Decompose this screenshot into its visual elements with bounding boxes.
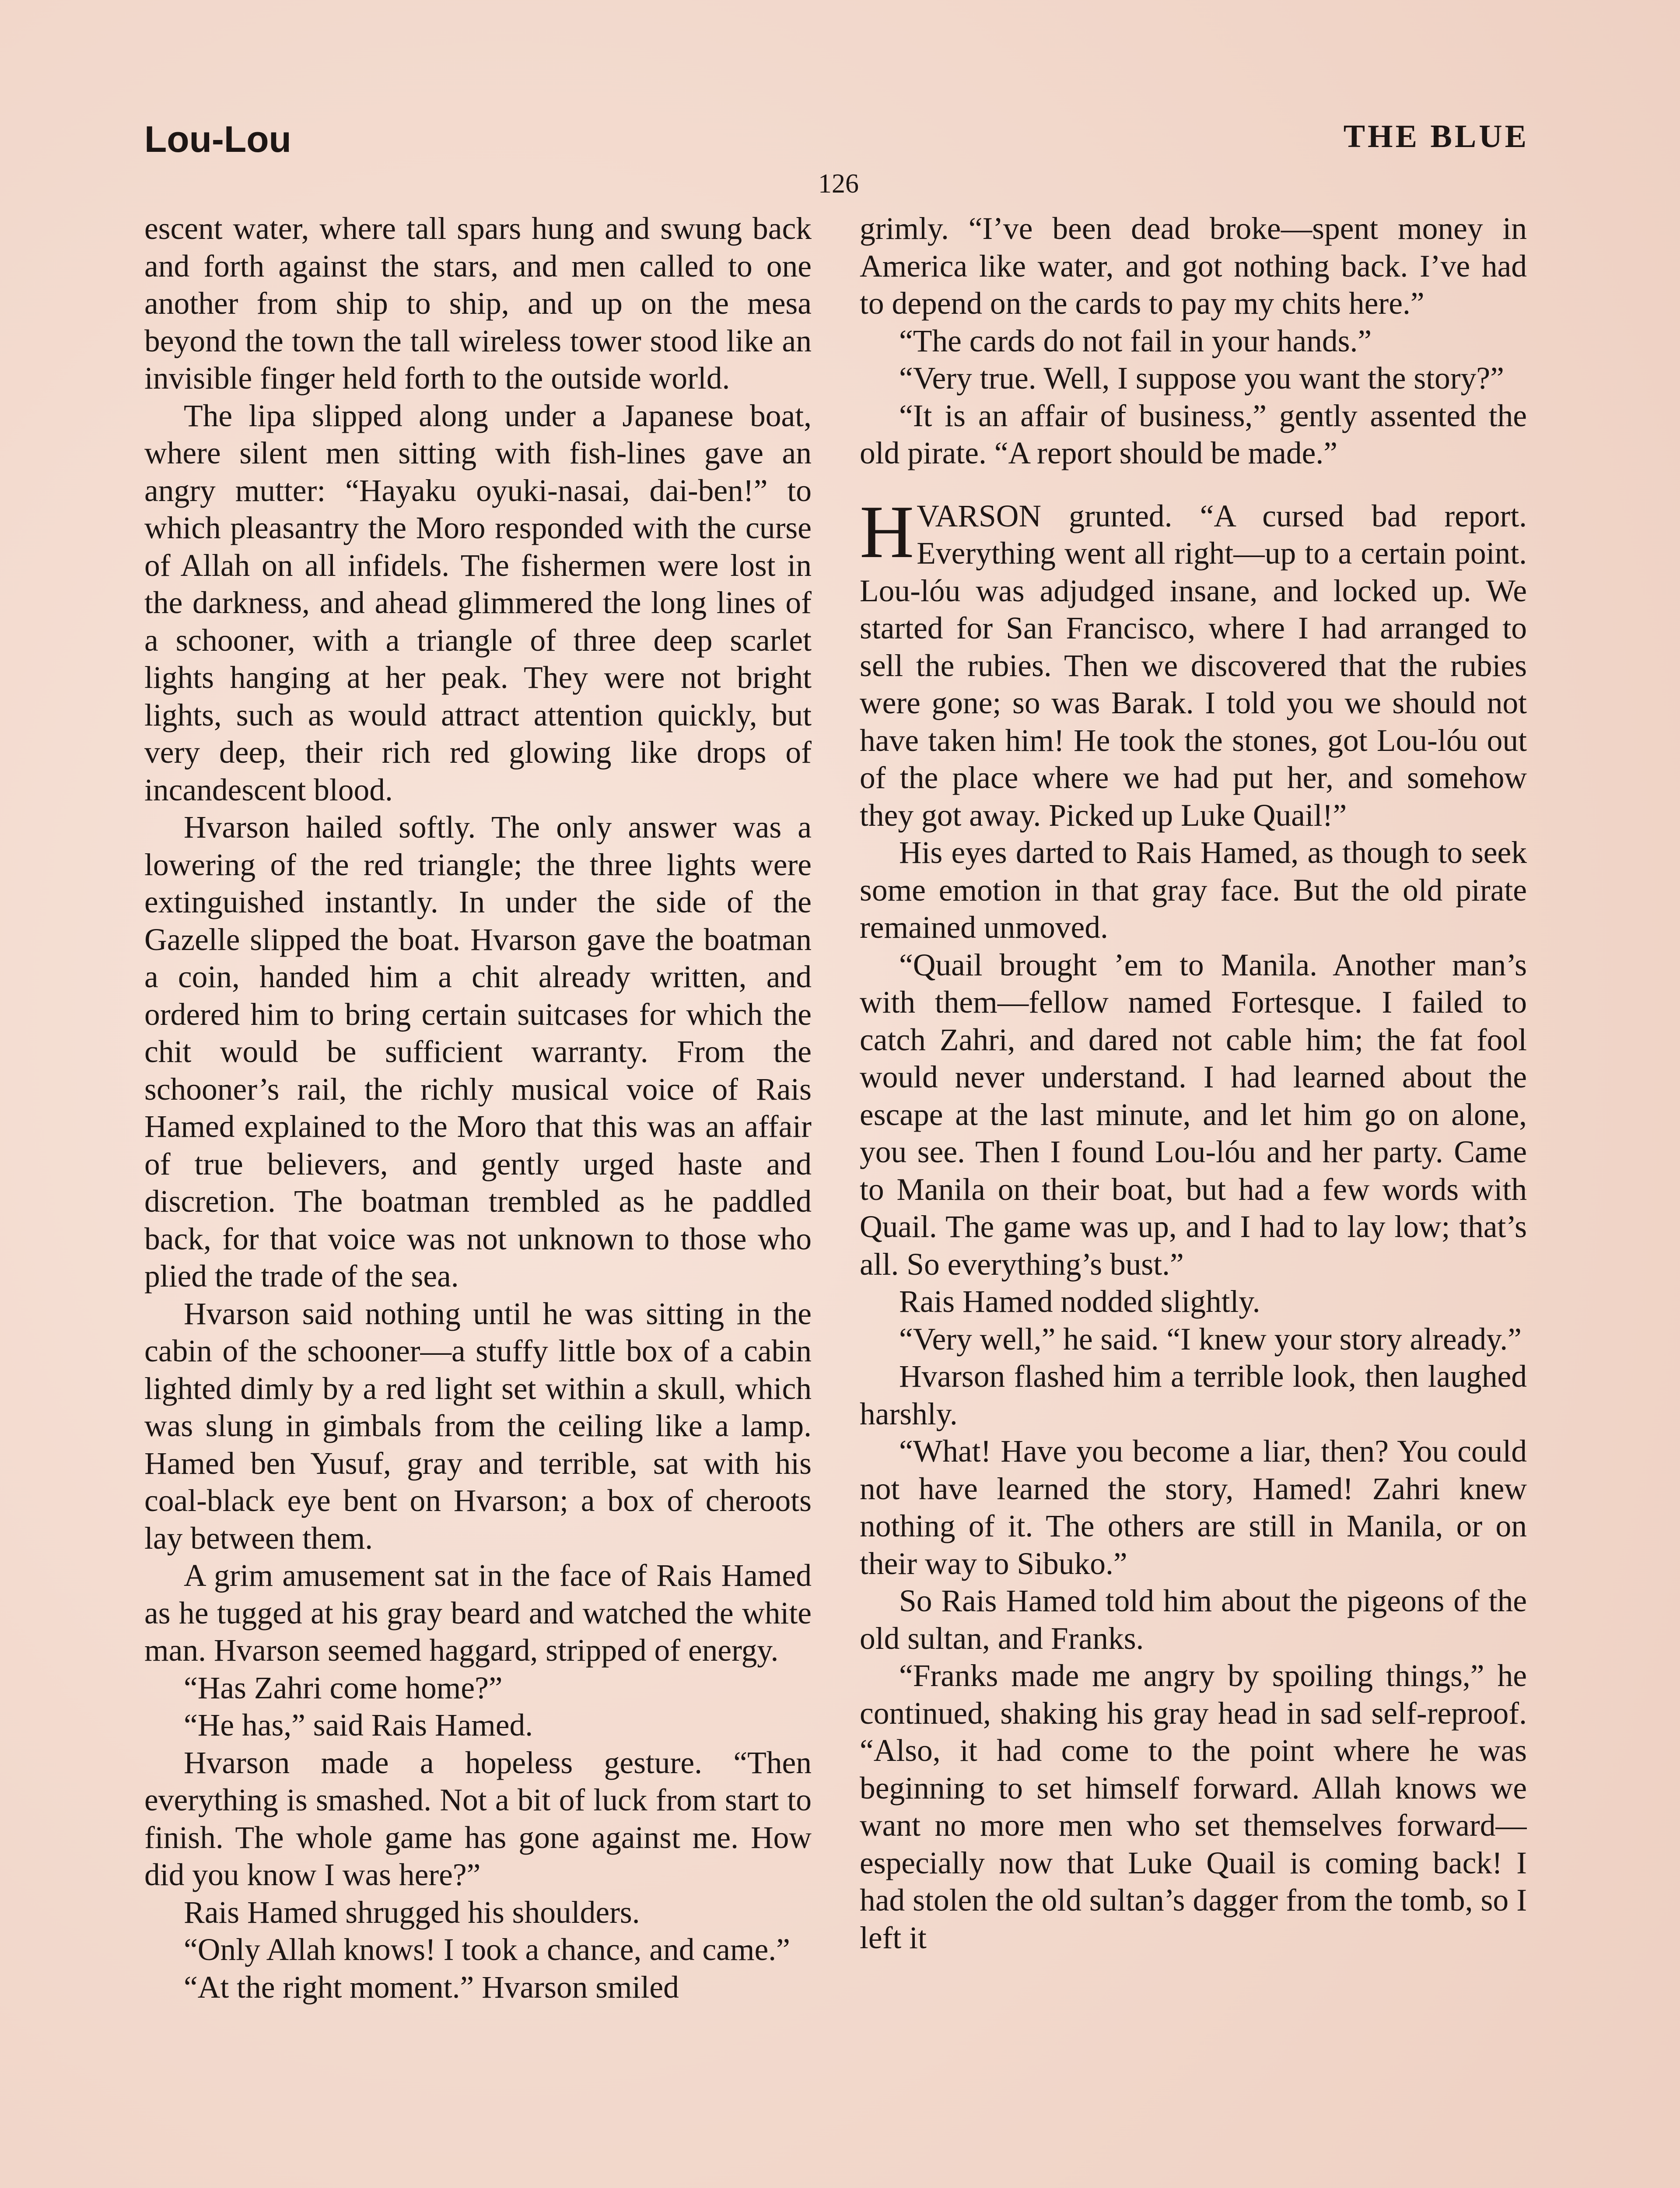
paragraph: “The cards do not fail in your hands.” — [899, 323, 1372, 358]
running-title: Lou-Lou — [144, 119, 291, 160]
paragraph: “At the right moment.” Hvarson smiled — [184, 1970, 679, 2005]
paragraph: “Very true. Well, I suppose you want the story?” — [899, 361, 1504, 396]
paragraph: Hvarson flashed him a terrible look, then laughed harshly. — [860, 1359, 1527, 1431]
paragraph-text: VARSON grunted. “A cursed bad report. Everything went all right—up to a certain point. Lou-lóu was adjudged insane, and locked up. We started for San Francisco, where I had arranged to sell the rubies. Then we discovered that the rubies were gone; so was Barak. I told you we should not have taken him! He took the stones, got Lou-lóu out of the place where we had put her, and somehow they got away. Picked up Luke Quail!” — [860, 498, 1527, 833]
left-column — [144, 210, 812, 2188]
right-column — [860, 210, 1527, 2188]
drop-cap: H — [860, 490, 914, 574]
paragraph: “It is an affair of business,” gently assented the old pirate. “A report should be made.” — [860, 398, 1527, 470]
paragraph: The lipa slipped along under a Japanese boat, where silent men sitting with fish-lines gave an angry mutter: “Hayaku oyuki-nasai, dai-ben!” to which pleasantry the Moro responded with the curse of Allah on all infidels. The fishermen were lost in the darkness, and ahead glimmered the long lines of a schooner, with a triangle of three deep scarlet lights hanging at her peak. They were not bright lights, such as would attract attention quickly, but very deep, their rich red glowing like drops of incandescent blood. — [144, 398, 812, 807]
paragraph: Rais Hamed shrugged his shoulders. — [184, 1895, 640, 1930]
paragraph: escent water, where tall spars hung and swung back and forth against the stars, and men called to one another from ship to ship, and up on the mesa beyond the town the tall wireless tower stood like an invisible finger held forth to the outside world. — [144, 211, 812, 396]
paragraph: His eyes darted to Rais Hamed, as though to seek some emotion in that gray face. But the old pirate remained unmoved. — [860, 835, 1527, 945]
paragraph: “Very well,” he said. “I knew your story already.” — [899, 1322, 1522, 1357]
paragraph: A grim amusement sat in the face of Rais Hamed as he tugged at his gray beard and watched the white man. Hvarson seemed haggard, stripped of energy. — [144, 1558, 812, 1668]
paragraph: “Franks made me angry by spoiling things,” he continued, shaking his gray head in sad self-reproof. “Also, it had come to the point where he was beginning to set himself forward. Allah knows we want no more men who set themselves forward—especially now that Luke Quail is coming back! I had stolen the old sultan’s dagger from the tomb, so I left it — [860, 1659, 1527, 1955]
paragraph: “He has,” said Rais Hamed. — [184, 1708, 533, 1743]
paragraph: grimly. “I’ve been dead broke—spent money in America like water, and got nothing back. I’ve had to depend on the cards to pay my chits here.” — [860, 211, 1527, 321]
paragraph: Hvarson made a hopeless gesture. “Then everything is smashed. Not a bit of luck from start to finish. The whole game has gone against me. How did you know I was here?” — [144, 1745, 812, 1892]
paragraph: “Quail brought ’em to Manila. Another man’s with them—fellow named Fortesque. I failed to catch Zahri, and dared not cable him; the fat fool would never understand. I had learned about the escape at the last minute, and let him go on alone, you see. Then I found Lou-lóu and her party. Came to Manila on their boat, but had a few words with Quail. The game was up, and I had to lay low; that’s all. So everything’s bust.” — [860, 947, 1527, 1282]
magazine-title: THE BLUE — [1343, 119, 1529, 154]
paragraph: “What! Have you become a liar, then? You could not have learned the story, Hamed! Zahri knew nothing of it. The others are still in Manila, or on their way to Sibuko.” — [860, 1434, 1527, 1581]
page-number: 126 — [818, 169, 859, 199]
paragraph: Hvarson said nothing until he was sitting in the cabin of the schooner—a stuffy little box of a cabin lighted dimly by a red light set within a skull, which was slung in gimbals from the ceiling like a lamp. Hamed ben Yusuf, gray and terrible, sat with his coal-black eye bent on Hvarson; a box of cheroots lay between them. — [144, 1296, 812, 1556]
paragraph: Rais Hamed nodded slightly. — [899, 1284, 1260, 1319]
paragraph: “Only Allah knows! I took a chance, and came.” — [184, 1932, 790, 1967]
section-first-paragraph — [860, 490, 1527, 835]
paragraph: Hvarson hailed softly. The only answer was a lowering of the red triangle; the three lights were extinguished instantly. In under the side of the Gazelle slipped the boat. Hvarson gave the boatman a coin, handed him a chit already written, and ordered him to bring certain suitcases for which the chit would be sufficient warranty. From the schooner’s rail, the richly musical voice of Rais Hamed explained to the Moro that this was an affair of true believers, and gently urged haste and discretion. The boatman trembled as he paddled back, for that voice was not unknown to those who plied the trade of the sea. — [144, 810, 812, 1294]
paragraph: So Rais Hamed told him about the pigeons of the old sultan, and Franks. — [860, 1584, 1527, 1656]
paragraph: “Has Zahri come home?” — [184, 1670, 503, 1705]
